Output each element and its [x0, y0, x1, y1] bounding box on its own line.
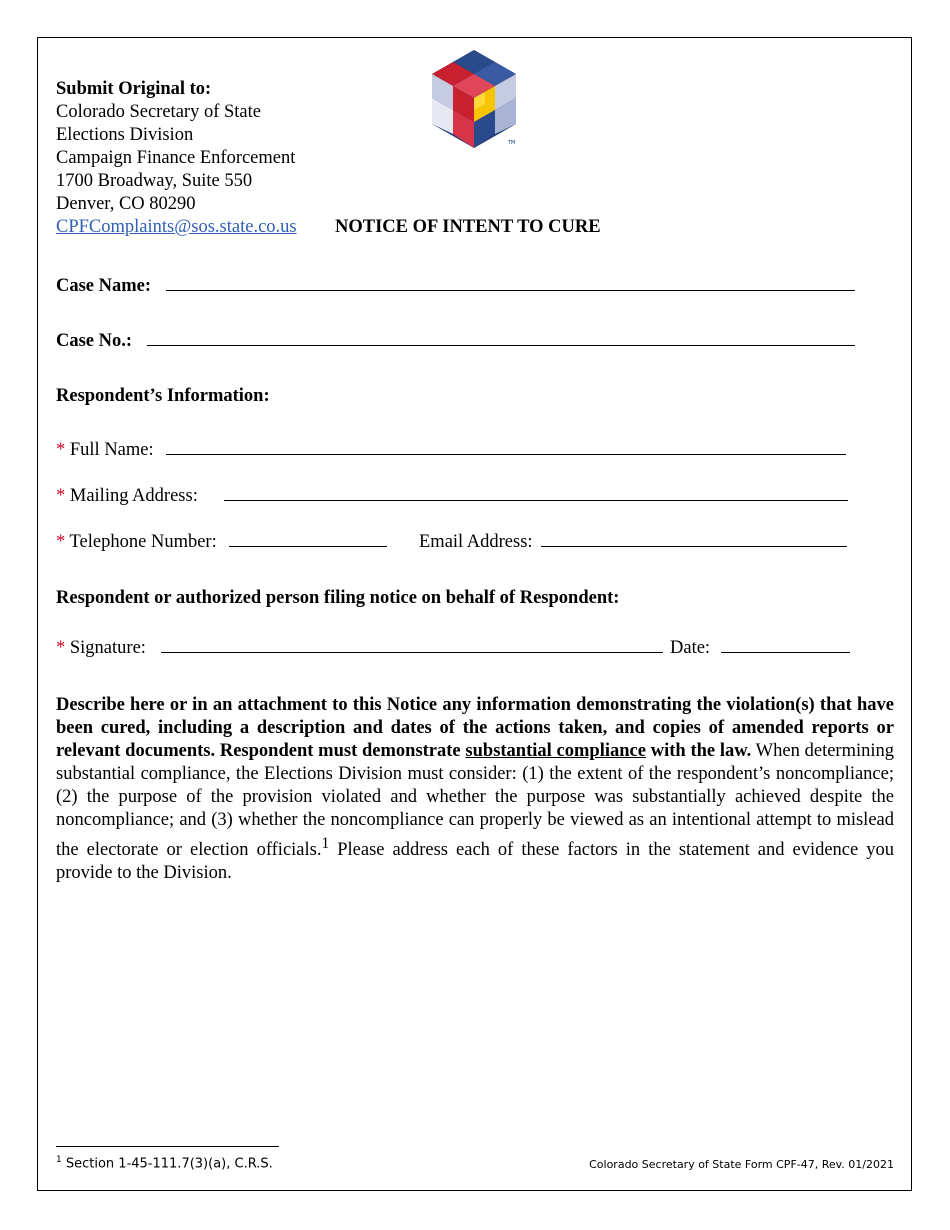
instructions-bold-2: with the law.: [645, 741, 752, 761]
signature-row: [56, 638, 663, 659]
case-name-field[interactable]: [166, 289, 855, 291]
date-field[interactable]: [721, 651, 850, 653]
form-title: NOTICE OF INTENT TO CURE: [335, 217, 601, 237]
full-name-row: [56, 440, 846, 461]
filer-heading: Respondent or authorized person filing notice on behalf of Respondent:: [56, 588, 620, 608]
email-row: [419, 532, 847, 553]
instructions-paragraph: [56, 694, 894, 885]
address-line: Campaign Finance Enforcement: [56, 148, 296, 168]
footnote-reference: 1: [321, 835, 330, 852]
footnote-number: 1: [56, 1155, 62, 1165]
mailing-address-field[interactable]: [224, 499, 848, 501]
mailing-address-label: Mailing Address:: [69, 486, 198, 506]
svg-text:TM: TM: [508, 140, 516, 146]
footnote-divider: [56, 1146, 279, 1147]
required-marker: *: [56, 532, 66, 552]
case-no-row: [56, 331, 855, 352]
mailing-address-row: [56, 486, 848, 507]
email-address-label: Email Address:: [419, 532, 533, 552]
case-no-field[interactable]: [147, 344, 855, 346]
telephone-label: Telephone Number:: [69, 532, 217, 552]
footnote-text: Section 1-45-111.7(3)(a), C.R.S.: [61, 1156, 273, 1172]
instructions-underlined: substantial compliance: [465, 741, 646, 761]
address-line: 1700 Broadway, Suite 550: [56, 171, 253, 191]
telephone-field[interactable]: [229, 545, 387, 547]
full-name-field[interactable]: [166, 453, 846, 455]
footnote: [56, 1155, 273, 1171]
required-marker: *: [56, 638, 66, 658]
submit-label: Submit Original to:: [56, 79, 212, 99]
address-line: Colorado Secretary of State: [56, 102, 261, 122]
email-address-field[interactable]: [541, 545, 847, 547]
full-name-label: Full Name:: [69, 440, 154, 460]
instructions-bold-1: Describe here or in an attachment to this Notice any information demonstrating the violation(s) that have been cured, including a description and dates of the actions taken, and copies of amended reports or relevant documents. Respondent must demonstrate: [56, 695, 894, 761]
telephone-row: [56, 532, 387, 553]
date-label: Date:: [670, 638, 711, 658]
required-marker: *: [56, 440, 66, 460]
case-name-row: [56, 276, 855, 297]
respondent-info-heading: Respondent’s Information:: [56, 386, 270, 406]
instructions-text-1: When determining substantial compliance, the Elections Division must consider: (1) the extent of the respondent’s noncompliance; (2) the purpose of the provision violated and whether the purpose was substantially achieved despite the noncompliance; and (3) whether the noncompliance can properly be viewed as an intentional attempt to mislead the electorate or election officials.: [56, 741, 894, 861]
colorado-sos-logo: [428, 48, 520, 152]
address-line: Elections Division: [56, 125, 194, 145]
case-no-label: Case No.:: [56, 331, 133, 351]
signature-label: Signature:: [69, 638, 146, 658]
case-name-label: Case Name:: [56, 276, 152, 296]
signature-field[interactable]: [161, 651, 663, 653]
email-link[interactable]: CPFComplaints@sos.state.co.us: [56, 217, 297, 237]
required-marker: *: [56, 486, 66, 506]
instructions-text-2: Please address each of these factors in the statement and evidence you provide to the Division.: [56, 840, 895, 884]
address-line: Denver, CO 80290: [56, 194, 196, 214]
submit-address-block: [56, 78, 297, 239]
date-row: [670, 638, 850, 659]
form-identifier: Colorado Secretary of State Form CPF-47, Rev. 01/2021: [589, 1158, 894, 1171]
